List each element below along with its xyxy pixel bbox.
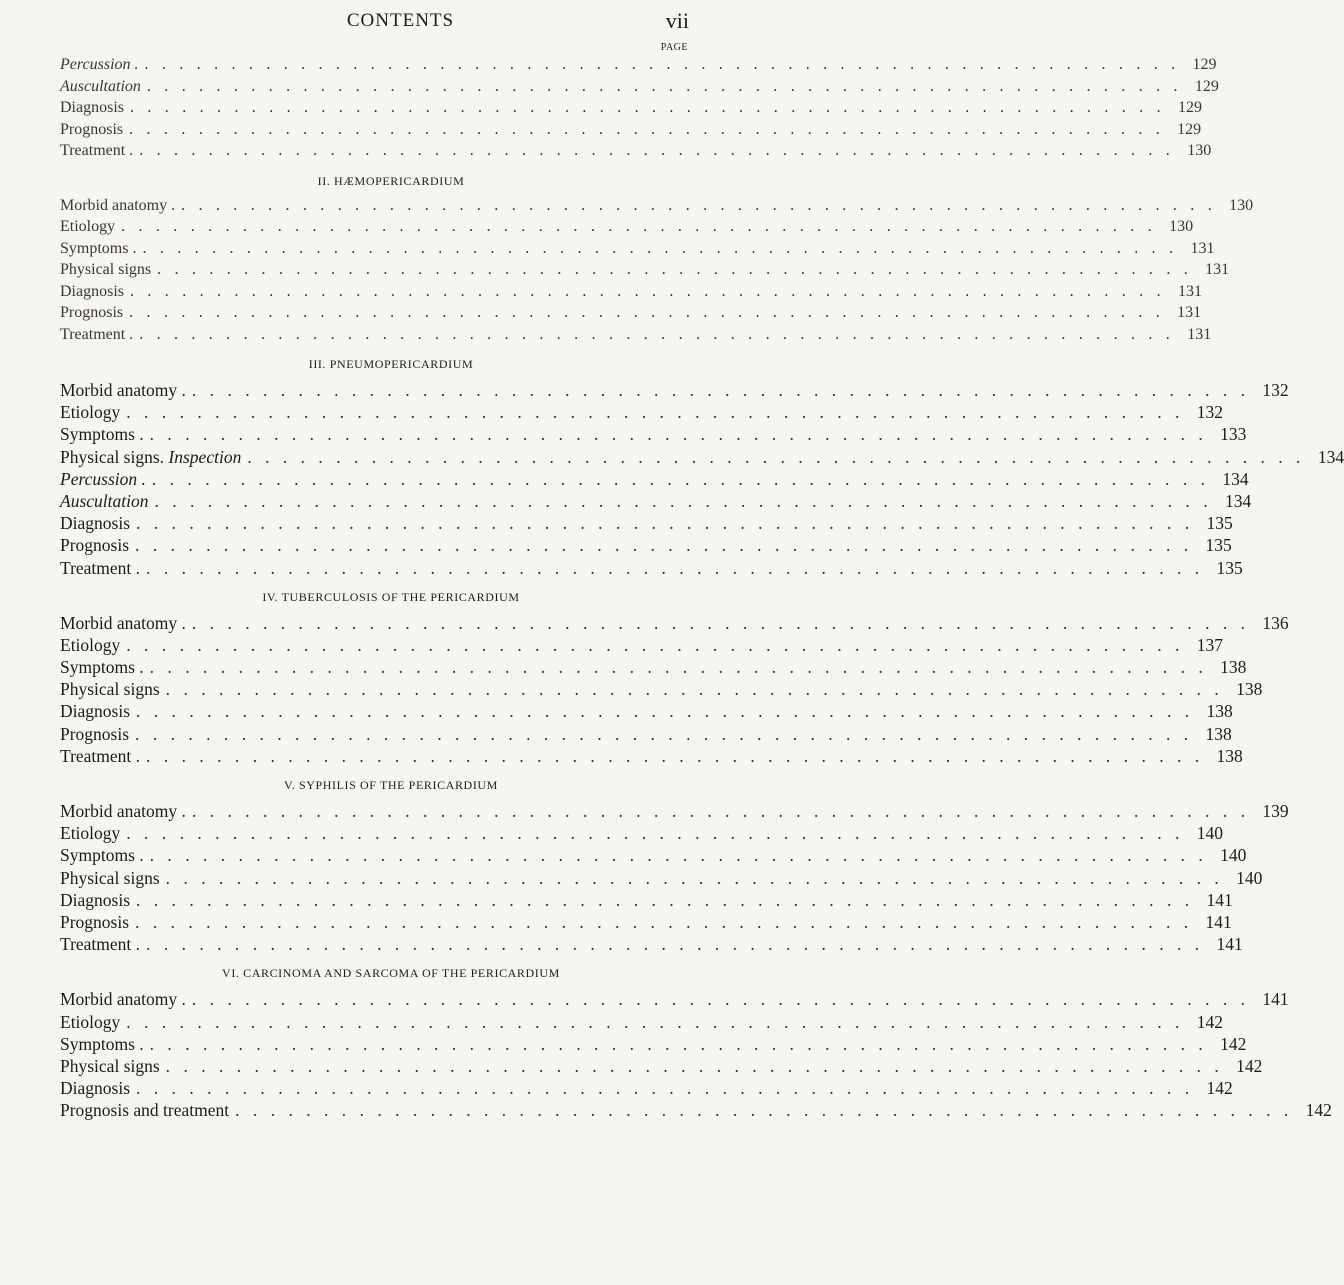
entry-label: Diagnosis [60, 99, 124, 116]
page-number-roman: vii [665, 8, 689, 33]
entry-label: Morbid anatomy . [60, 612, 186, 633]
entry-page-number: 138 [1220, 657, 1247, 678]
entry-label: Diagnosis [60, 282, 124, 300]
toc-entry[interactable] [60, 535, 1232, 557]
entry-label: Physical signs [60, 261, 152, 278]
dot-leader: ............................................................ [126, 1011, 1193, 1032]
dot-leader: ............................................................ [146, 77, 1191, 95]
dot-leader: ............................................................ [139, 142, 1184, 159]
dot-leader: ............................................................ [135, 723, 1202, 744]
page-column-label: PAGE [660, 42, 688, 53]
toc-entry[interactable] [60, 402, 1224, 424]
entry-page-number: 134 [1224, 490, 1252, 511]
entry-label: Diagnosis [60, 513, 130, 534]
entry-label: Treatment . [60, 934, 141, 955]
entry-label: Diagnosis [60, 701, 130, 722]
toc-entry[interactable] [60, 801, 1289, 823]
dot-leader: ............................................................ [146, 745, 1213, 766]
entry-page-number: 141 [1205, 911, 1232, 932]
entry-label: Etiology [60, 1011, 121, 1032]
toc-entry[interactable] [60, 446, 1344, 469]
entry-page-number: 142 [1305, 1100, 1332, 1121]
page-title: CONTENTS [346, 10, 455, 31]
dot-leader: ............................................................ [142, 239, 1187, 257]
toc-entry[interactable] [60, 490, 1252, 513]
entry-page-number: 129 [1178, 99, 1202, 116]
entry-label: Morbid anatomy . [60, 380, 186, 400]
entry-page-number: 136 [1262, 612, 1289, 633]
dot-leader: ............................................................ [121, 218, 1166, 235]
entry-page-number: 138 [1206, 701, 1233, 722]
entry-page-number: 141 [1206, 889, 1233, 910]
entry-page-number: 138 [1216, 745, 1243, 766]
entry-label: Symptoms . [60, 1033, 144, 1054]
section-heading: V. SYPHILIS OF THE PERICARDIUM [284, 778, 498, 792]
toc-section [60, 956, 1332, 1122]
entry-page-number: 138 [1236, 679, 1263, 700]
entry-label: Percussion . [60, 56, 139, 73]
toc-entry[interactable] [60, 557, 1243, 580]
dot-leader: ............................................................ [165, 1055, 1233, 1076]
entry-page-number: 141 [1216, 934, 1243, 955]
toc-entry[interactable] [60, 911, 1232, 934]
entry-page-number: 131 [1178, 282, 1202, 300]
dot-leader: ............................................................ [191, 612, 1259, 633]
entry-label: Prognosis [60, 120, 124, 138]
dot-leader: ............................................................ [165, 679, 1233, 700]
entry-page-number: 140 [1196, 823, 1224, 844]
toc-section [60, 164, 1254, 348]
entry-page-number: 135 [1205, 535, 1232, 556]
dot-leader: ............................................................ [136, 701, 1203, 722]
entry-page-number: 135 [1216, 557, 1243, 578]
entry-label: Prognosis [60, 911, 130, 932]
running-header [0, 10, 801, 36]
entry-page-number: 132 [1262, 380, 1289, 400]
toc-entry[interactable] [60, 239, 1215, 262]
toc-entry[interactable] [60, 218, 1194, 240]
entry-page-number: 131 [1177, 304, 1202, 321]
toc-entry[interactable] [60, 1055, 1263, 1078]
entry-label: Physical signs [60, 679, 160, 700]
toc-section [60, 56, 1219, 164]
dot-leader: ............................................................ [126, 402, 1193, 423]
entry-label: Prognosis [60, 723, 130, 744]
toc-entry[interactable] [60, 120, 1202, 143]
entry-label: Prognosis [60, 535, 130, 556]
dot-leader: ............................................................ [235, 1100, 1302, 1121]
toc-section [60, 580, 1289, 768]
toc-entry[interactable] [60, 889, 1233, 912]
dot-leader: ............................................................ [191, 801, 1259, 821]
entry-page-number: 142 [1220, 1033, 1247, 1054]
dot-leader: ............................................................ [149, 424, 1217, 445]
toc-entry[interactable] [60, 77, 1219, 100]
entry-label: Morbid anatomy . [60, 801, 186, 821]
entry-page-number: 129 [1192, 56, 1217, 73]
entry-page-number: 129 [1194, 77, 1219, 95]
entry-label: Treatment . [60, 142, 134, 159]
toc-entry[interactable] [60, 325, 1212, 348]
entry-label: Symptoms . [60, 239, 137, 257]
dot-leader: ............................................................ [144, 56, 1189, 73]
toc-entry[interactable] [60, 282, 1202, 305]
dot-leader: ............................................................ [165, 867, 1233, 888]
entry-page-number: 140 [1220, 845, 1247, 866]
entry-label: Treatment . [60, 325, 134, 343]
dot-leader: ............................................................ [129, 304, 1174, 321]
dot-leader: ............................................................ [247, 446, 1314, 467]
entry-page-number: 138 [1205, 723, 1232, 744]
entry-label: Morbid anatomy . [60, 196, 176, 214]
toc-entry[interactable] [60, 513, 1233, 535]
dot-leader: ............................................................ [135, 911, 1202, 932]
dot-leader: ............................................................ [136, 513, 1203, 534]
entry-page-number: 130 [1229, 196, 1254, 214]
entry-page-number: 130 [1187, 142, 1212, 159]
toc-entry[interactable] [60, 1033, 1247, 1056]
toc-entry[interactable] [60, 99, 1202, 121]
entry-label: Physical signs. Inspection [60, 446, 242, 467]
entry-label: Etiology [60, 634, 121, 655]
dot-leader: ............................................................ [149, 1033, 1217, 1054]
entry-page-number: 131 [1205, 261, 1230, 278]
entry-label: Etiology [60, 402, 121, 423]
entry-label: Symptoms . [60, 845, 144, 866]
entry-page-number: 131 [1190, 239, 1215, 257]
entry-label: Symptoms . [60, 424, 144, 445]
dot-leader: ............................................................ [191, 380, 1259, 400]
entry-label: Prognosis and treatment [60, 1100, 230, 1121]
toc-entry[interactable] [60, 56, 1217, 78]
entry-label: Morbid anatomy . [60, 989, 186, 1010]
table-of-contents [60, 56, 1344, 1122]
entry-page-number: 142 [1196, 1011, 1224, 1032]
dot-leader: ............................................................ [126, 634, 1193, 655]
dot-leader: ............................................................ [149, 845, 1217, 866]
dot-leader: ............................................................ [136, 889, 1203, 910]
entry-label: Auscultation [60, 490, 149, 511]
dot-leader: ............................................................ [149, 657, 1217, 678]
toc-entry[interactable] [60, 657, 1247, 679]
entry-label: Prognosis [60, 304, 124, 321]
entry-page-number: 135 [1206, 513, 1233, 534]
dot-leader: ............................................................ [157, 261, 1202, 278]
section-heading: VI. CARCINOMA AND SARCOMA OF THE PERICARDIUM [222, 966, 560, 981]
toc-section [60, 347, 1344, 580]
toc-entry[interactable] [60, 261, 1230, 283]
entry-page-number: 134 [1317, 446, 1344, 467]
toc-entry[interactable] [60, 823, 1224, 845]
entry-page-number: 130 [1169, 218, 1194, 235]
section-heading: III. PNEUMOPERICARDIUM [308, 357, 474, 371]
entry-page-number: 140 [1236, 867, 1263, 888]
toc-entry[interactable] [60, 867, 1263, 890]
entry-page-number: 141 [1262, 989, 1289, 1010]
toc-entry[interactable] [60, 468, 1249, 491]
entry-page-number: 131 [1187, 325, 1212, 343]
toc-entry[interactable] [60, 304, 1202, 326]
toc-entry[interactable] [60, 934, 1243, 956]
toc-entry[interactable] [60, 1011, 1224, 1034]
dot-leader: ............................................................ [130, 99, 1174, 116]
entry-page-number: 129 [1177, 120, 1202, 138]
entry-label: Treatment . [60, 557, 141, 578]
toc-entry[interactable] [60, 634, 1224, 657]
entry-page-number: 137 [1196, 634, 1224, 655]
dot-leader: ............................................................ [135, 535, 1202, 556]
toc-entry[interactable] [60, 612, 1289, 635]
entry-label: Physical signs [60, 867, 160, 888]
dot-leader: ............................................................ [129, 120, 1174, 138]
entry-page-number: 134 [1222, 468, 1249, 489]
toc-entry[interactable] [60, 196, 1254, 219]
entry-page-number: 139 [1262, 801, 1289, 821]
toc-entry[interactable] [60, 723, 1232, 746]
entry-label: Treatment . [60, 745, 141, 766]
entry-page-number: 132 [1196, 402, 1224, 423]
dot-leader: ............................................................ [181, 196, 1226, 214]
toc-entry[interactable] [60, 845, 1247, 867]
entry-label: Etiology [60, 823, 121, 844]
entry-page-number: 142 [1206, 1078, 1233, 1099]
dot-leader: ............................................................ [191, 989, 1259, 1010]
toc-entry[interactable] [60, 1078, 1233, 1100]
toc-entry[interactable] [60, 679, 1263, 701]
toc-entry[interactable] [60, 1100, 1332, 1122]
entry-label: Physical signs [60, 1055, 160, 1076]
dot-leader: ............................................................ [126, 823, 1193, 844]
toc-entry[interactable] [60, 380, 1289, 402]
toc-entry[interactable] [60, 142, 1212, 164]
dot-leader: ............................................................ [139, 325, 1184, 343]
entry-page-number: 133 [1220, 424, 1247, 445]
entry-label: Diagnosis [60, 1078, 130, 1099]
entry-label: Symptoms . [60, 657, 144, 678]
toc-entry[interactable] [60, 701, 1233, 723]
section-heading: IV. TUBERCULOSIS OF THE PERICARDIUM [262, 589, 520, 604]
dot-leader: ............................................................ [146, 934, 1213, 955]
entry-label: Diagnosis [60, 889, 130, 910]
dot-leader: ............................................................ [151, 468, 1219, 489]
toc-entry[interactable] [60, 989, 1289, 1011]
dot-leader: ............................................................ [146, 557, 1213, 578]
entry-label: Auscultation [60, 77, 141, 95]
entry-page-number: 142 [1236, 1055, 1263, 1076]
entry-label-italic: Inspection [164, 446, 242, 467]
entry-label: Percussion . [60, 468, 146, 489]
entry-label: Etiology [60, 218, 116, 235]
toc-entry[interactable] [60, 745, 1243, 768]
toc-section [60, 768, 1289, 956]
dot-leader: ............................................................ [136, 1078, 1203, 1099]
section-heading: II. HÆMOPERICARDIUM [317, 173, 465, 188]
dot-leader: ............................................................ [130, 282, 1174, 300]
dot-leader: ............................................................ [154, 490, 1221, 511]
toc-entry[interactable] [60, 424, 1247, 446]
